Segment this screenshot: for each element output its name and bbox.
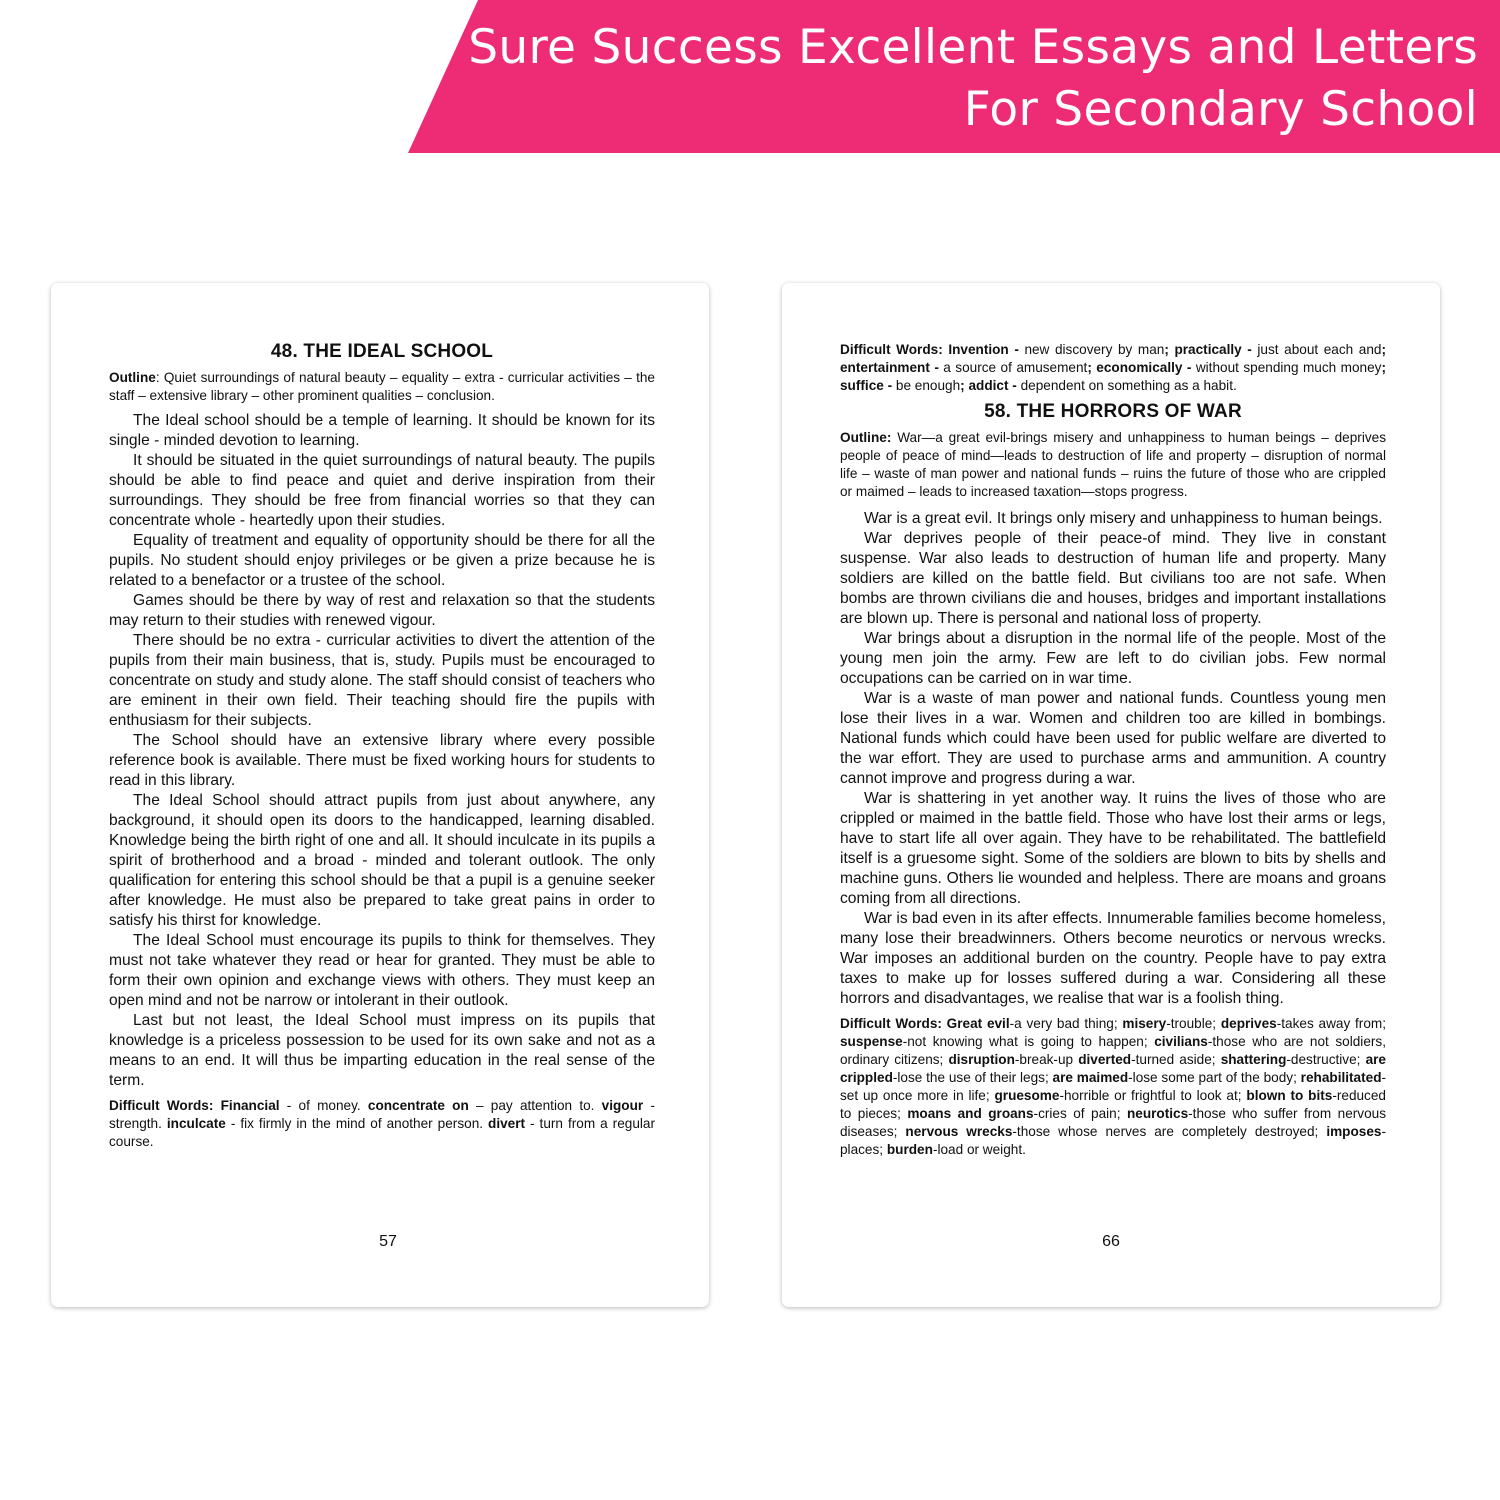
banner-title-line-2: For Secondary School xyxy=(963,82,1478,137)
difficult-word-definition: -not knowing what is going to happen; xyxy=(902,1034,1155,1049)
difficult-word-definition: -a very bad thing; xyxy=(1009,1016,1123,1031)
paragraph: The School should have an extensive library where every possible reference book is available. There must be fixed working hours for students to read in this library. xyxy=(109,732,655,789)
difficult-word-definition: without spending much money xyxy=(1191,360,1382,375)
difficult-word-term: ; practically - xyxy=(1164,342,1252,357)
difficult-word-term: deprives xyxy=(1220,1016,1277,1031)
difficult-word-definition: -lose some part of the body; xyxy=(1128,1070,1301,1085)
difficult-word-term: moans and groans xyxy=(907,1106,1034,1121)
difficult-word-term: blown to bits xyxy=(1246,1088,1333,1103)
paragraph: It should be situated in the quiet surroundings of natural beauty. The pupils should be able to find peace and quiet and derive inspiration from their surroundings. They should be free from financial worries so that they can concentrate whole - heartedly upon their studies. xyxy=(109,452,655,529)
paragraph: Equality of treatment and equality of opportunity should be there for all the pupils. No student should enjoy privileges or be given a prize because he is related to a benefactor or a trustee of the school. xyxy=(109,532,655,589)
difficult-word-definition: -load or weight. xyxy=(932,1142,1026,1157)
difficult-word-definition: -trouble; xyxy=(1166,1016,1221,1031)
difficult-word-definition: -set up once more in life; xyxy=(840,1070,1387,1103)
difficult-word-term: ; economically - xyxy=(1087,360,1192,375)
essay-body xyxy=(109,411,655,1091)
essay-outline xyxy=(840,429,1386,501)
difficult-word-definition: -break-up xyxy=(1014,1052,1079,1067)
difficult-word-definition: - strength. xyxy=(109,1098,655,1131)
difficult-word-definition: -destructive; xyxy=(1286,1052,1366,1067)
difficult-word-definition: - of money. xyxy=(279,1098,368,1113)
difficult-word-term: diverted xyxy=(1078,1052,1132,1067)
difficult-word-term: Difficult Words: Great evil xyxy=(840,1016,1010,1031)
difficult-word-definition: -reduced to pieces; xyxy=(840,1088,1386,1121)
difficult-word-definition: a source of amusement xyxy=(938,360,1088,375)
difficult-word-term: imposes xyxy=(1326,1124,1382,1139)
difficult-words xyxy=(840,1015,1386,1159)
outline-label: Outline: xyxy=(840,430,892,445)
paragraph: The Ideal School must encourage its pupils to think for themselves. They must not take whatever they read or hear for granted. They must be able to form their own opinion and exchange views with others. They must keep an open mind and not be narrow or intolerant in their outlook. xyxy=(109,932,655,1009)
essay-outline xyxy=(109,369,655,405)
paragraph: War brings about a disruption in the normal life of the people. Most of the young men join the army. Few are left to do civilian jobs. Few normal occupations can be carried on in war time. xyxy=(840,630,1386,687)
page-number: 57 xyxy=(379,1233,397,1250)
outline-text: : Quiet surroundings of natural beauty – equality – extra - curricular activities – the staff – extensive library – other prominent qualities – conclusion. xyxy=(109,370,655,403)
difficult-word-term: ; entertainment - xyxy=(840,342,1387,375)
difficult-words xyxy=(109,1097,655,1151)
essay-title: 48. THE IDEAL SCHOOL xyxy=(270,341,494,362)
difficult-word-term: vigour xyxy=(601,1098,644,1113)
paragraph: War is shattering in yet another way. It ruins the lives of those who are crippled or maimed in the battle field. Those who have lost their arms or legs, have to start life all over again. They have to be rehabilitated. The battlefield itself is a gruesome sight. Some of the soldiers are blown to bits by shells and machine guns. Others lie wounded and helpless. There are moans and groans coming from all directions. xyxy=(840,790,1386,907)
difficult-word-definition: - fix firmly in the mind of another person. xyxy=(225,1116,489,1131)
paragraph: Last but not least, the Ideal School must impress on its pupils that knowledge is a priceless possession to be used for its own sake and not as a means to an end. It will thus be imparting education in the real sense of the term. xyxy=(109,1012,655,1089)
paragraph: War is a great evil. It brings only misery and unhappiness to human beings. xyxy=(864,510,1383,527)
outline-text: War—a great evil-brings misery and unhappiness to human beings – deprives people of peace of mind—leads to destruction of life and property – disruption of normal life – waste of man power and national funds – ruins the future of those who are crippled or maimed – leads to increased taxation—stops progress. xyxy=(840,430,1386,499)
difficult-word-definition: -places; xyxy=(840,1124,1386,1157)
left-page-content xyxy=(109,341,655,1151)
difficult-word-term: disruption xyxy=(948,1052,1015,1067)
right-page-content xyxy=(840,341,1386,1159)
difficult-word-term: ; addict - xyxy=(960,378,1017,393)
difficult-word-definition: new discovery by man xyxy=(1018,342,1165,357)
paragraph: Games should be there by way of rest and relaxation so that the students may return to their studies with renewed vigour. xyxy=(109,592,655,629)
paragraph: War is a waste of man power and national funds. Countless young men lose their lives in a war. Women and children too are killed in bombings. National funds which could have been used for public welfare are diverted to the war effort. They are used to purchase arms and ammunition. A country cannot improve and progress during a war. xyxy=(840,690,1386,787)
outline-label: Outline xyxy=(109,370,156,385)
difficult-word-term: burden xyxy=(886,1142,933,1157)
paragraph: War is bad even in its after effects. Innumerable families become homeless, many lose their breadwinners. Others become neurotics or nervous wrecks. War imposes an additional burden on the country. People have to pay extra taxes to make up for losses suffered during a war. Considering all these horrors and disadvantages, we realise that war is a foolish thing. xyxy=(840,910,1386,1007)
difficult-word-definition: -turned aside; xyxy=(1131,1052,1221,1067)
difficult-word-term: shattering xyxy=(1220,1052,1287,1067)
paragraph: War deprives people of their peace-of mind. They live in constant suspense. War also leads to destruction of human life and property. Many soldiers are killed on the battle field. But civilians too are not safe. When bombs are thrown civilians die and houses, bridges and important installations are blown up. There is personal and national loss of property. xyxy=(840,530,1386,627)
difficult-word-term: Difficult Words: Financial xyxy=(109,1098,280,1113)
difficult-word-term: nervous wrecks xyxy=(905,1124,1013,1139)
paragraph: The Ideal School should attract pupils from just about anywhere, any background, it should open its doors to the handicapped, learning disabled. Knowledge being the birth right of one and all. It should inculcate in its pupils a spirit of brotherhood and a broad - minded and tolerant outlook. The only qualification for entering this school should be that a pupil is a genuine seeker after knowledge. He must also be prepared to take great pains in order to satisfy his thirst for knowledge. xyxy=(109,792,655,929)
right-page xyxy=(782,283,1440,1307)
difficult-word-definition: be enough xyxy=(892,378,961,393)
previous-difficult-words xyxy=(840,341,1386,395)
difficult-word-term: rehabilitated xyxy=(1300,1070,1382,1085)
difficult-word-definition: -those who are not soldiers, ordinary citizens; xyxy=(840,1034,1386,1067)
difficult-word-term: inculcate xyxy=(166,1116,226,1131)
difficult-word-term: gruesome xyxy=(994,1088,1060,1103)
difficult-word-term: suspense xyxy=(840,1034,903,1049)
difficult-word-term: civilians xyxy=(1154,1034,1208,1049)
left-page xyxy=(51,283,709,1307)
difficult-word-definition: -lose the use of their legs; xyxy=(892,1070,1053,1085)
paragraph: There should be no extra - curricular activities to divert the attention of the pupils from their main business, that is, study. Pupils must be encouraged to concentrate on study and study alone. The staff should consist of teachers who are eminent in their own field. Their teaching should fire the pupils with enthusiasm for their subjects. xyxy=(109,632,655,729)
difficult-word-definition: – pay attention to. xyxy=(468,1098,602,1113)
essay-title: 58. THE HORRORS OF WAR xyxy=(984,401,1242,422)
difficult-word-definition: -horrible or frightful to look at; xyxy=(1059,1088,1247,1103)
difficult-word-definition: -those who suffer from nervous diseases; xyxy=(840,1106,1386,1139)
difficult-word-definition: - turn from a regular course. xyxy=(109,1116,655,1149)
page-number: 66 xyxy=(1102,1233,1120,1250)
difficult-word-term: Difficult Words: Invention - xyxy=(840,342,1019,357)
essay-body xyxy=(840,509,1386,1009)
difficult-word-term: are crippled xyxy=(840,1052,1386,1085)
difficult-word-definition: dependent on something as a habit. xyxy=(1016,378,1237,393)
difficult-word-definition: -those whose nerves are completely destroyed; xyxy=(1012,1124,1327,1139)
difficult-word-definition: -takes away from; xyxy=(1276,1016,1386,1031)
difficult-word-term: divert xyxy=(488,1116,526,1131)
difficult-word-term: misery xyxy=(1122,1016,1167,1031)
banner-title-line-1: Sure Success Excellent Essays and Letters xyxy=(468,20,1478,75)
difficult-word-term: ; suffice - xyxy=(840,360,1386,393)
difficult-word-term: are maimed xyxy=(1052,1070,1129,1085)
paragraph: The Ideal school should be a temple of learning. It should be known for its single - minded devotion to learning. xyxy=(109,412,655,449)
difficult-word-term: concentrate on xyxy=(367,1098,469,1113)
difficult-word-term: neurotics xyxy=(1126,1106,1189,1121)
difficult-word-definition: just about each and xyxy=(1251,342,1382,357)
difficult-word-definition: -cries of pain; xyxy=(1033,1106,1127,1121)
